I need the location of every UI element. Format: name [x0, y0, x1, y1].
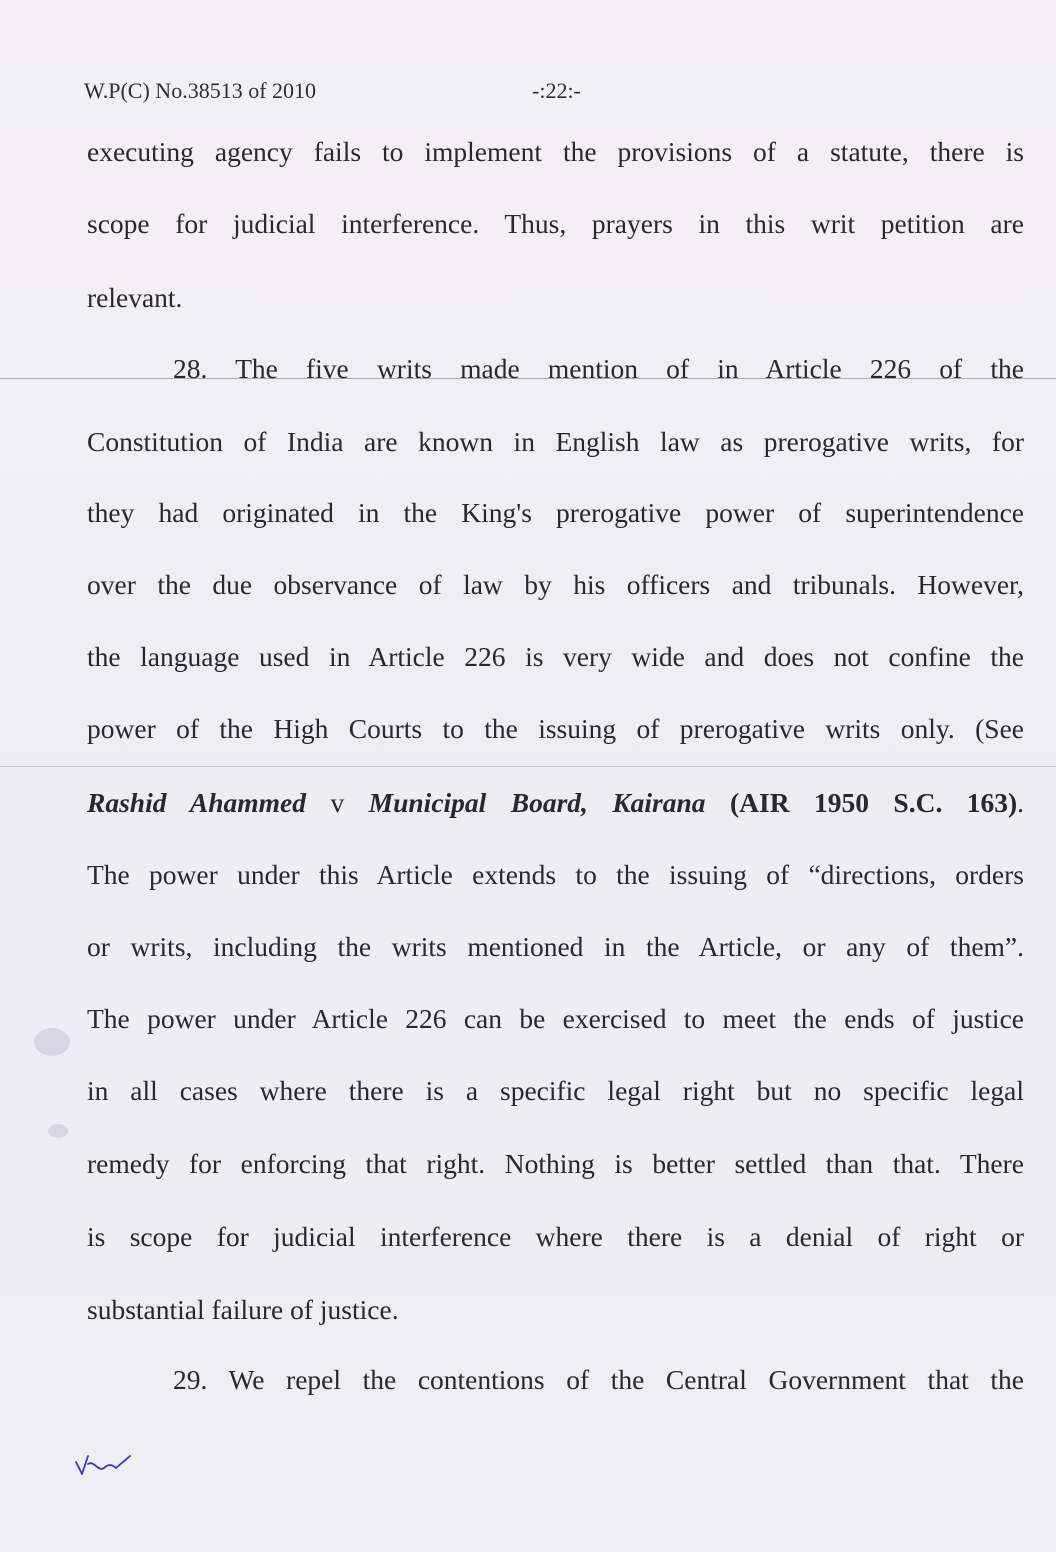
scan-speck: [34, 1028, 70, 1056]
body-line: executing agency fails to implement the provisions of a statute, there is: [87, 136, 1024, 167]
citation-versus: v: [330, 787, 345, 818]
body-line: power of the High Courts to the issuing of prerogative writs only. (See: [87, 713, 1024, 744]
page-number: -:22:-: [532, 78, 581, 103]
body-line: is scope for judicial interference where there is a denial of right or: [87, 1221, 1024, 1252]
body-line: Constitution of India are known in English law as prerogative writs, for: [87, 426, 1024, 457]
body-line: relevant.: [87, 282, 183, 313]
body-line: The power under Article 226 can be exercised to meet the ends of justice: [87, 1003, 1024, 1034]
body-line: in all cases where there is a specific legal right but no specific legal: [87, 1075, 1024, 1106]
citation-terminator: .: [1017, 787, 1025, 818]
case-citation: [87, 785, 1024, 821]
paragraph-29-start: 29. We repel the contentions of the Central Government that the: [173, 1364, 1024, 1395]
body-line: scope for judicial interference. Thus, prayers in this writ petition are: [87, 208, 1024, 239]
scan-artifact-line: [0, 766, 1056, 767]
body-line: substantial failure of justice.: [87, 1294, 399, 1325]
case-number: W.P(C) No.38513 of 2010: [84, 78, 317, 103]
body-line: over the due observance of law by his officers and tribunals. However,: [87, 569, 1024, 600]
paragraph-28-start: 28. The five writs made mention of in Article 226 of the: [173, 353, 1024, 384]
scan-speck: [48, 1124, 68, 1138]
body-line: the language used in Article 226 is very wide and does not confine the: [87, 641, 1024, 672]
body-line: or writs, including the writs mentioned in the Article, or any of them”.: [87, 931, 1024, 962]
handwritten-initials: [72, 1442, 142, 1482]
body-line: The power under this Article extends to the issuing of “directions, orders: [87, 859, 1024, 890]
citation-party-one: Rashid Ahammed: [87, 787, 307, 818]
page-header: [84, 78, 644, 108]
body-line: they had originated in the King's prerogative power of superintendence: [87, 497, 1024, 528]
citation-party-two: Municipal Board, Kairana: [368, 787, 706, 818]
citation-reference: (AIR 1950 S.C. 163): [730, 787, 1018, 818]
body-line: remedy for enforcing that right. Nothing is better settled than that. There: [87, 1148, 1024, 1179]
